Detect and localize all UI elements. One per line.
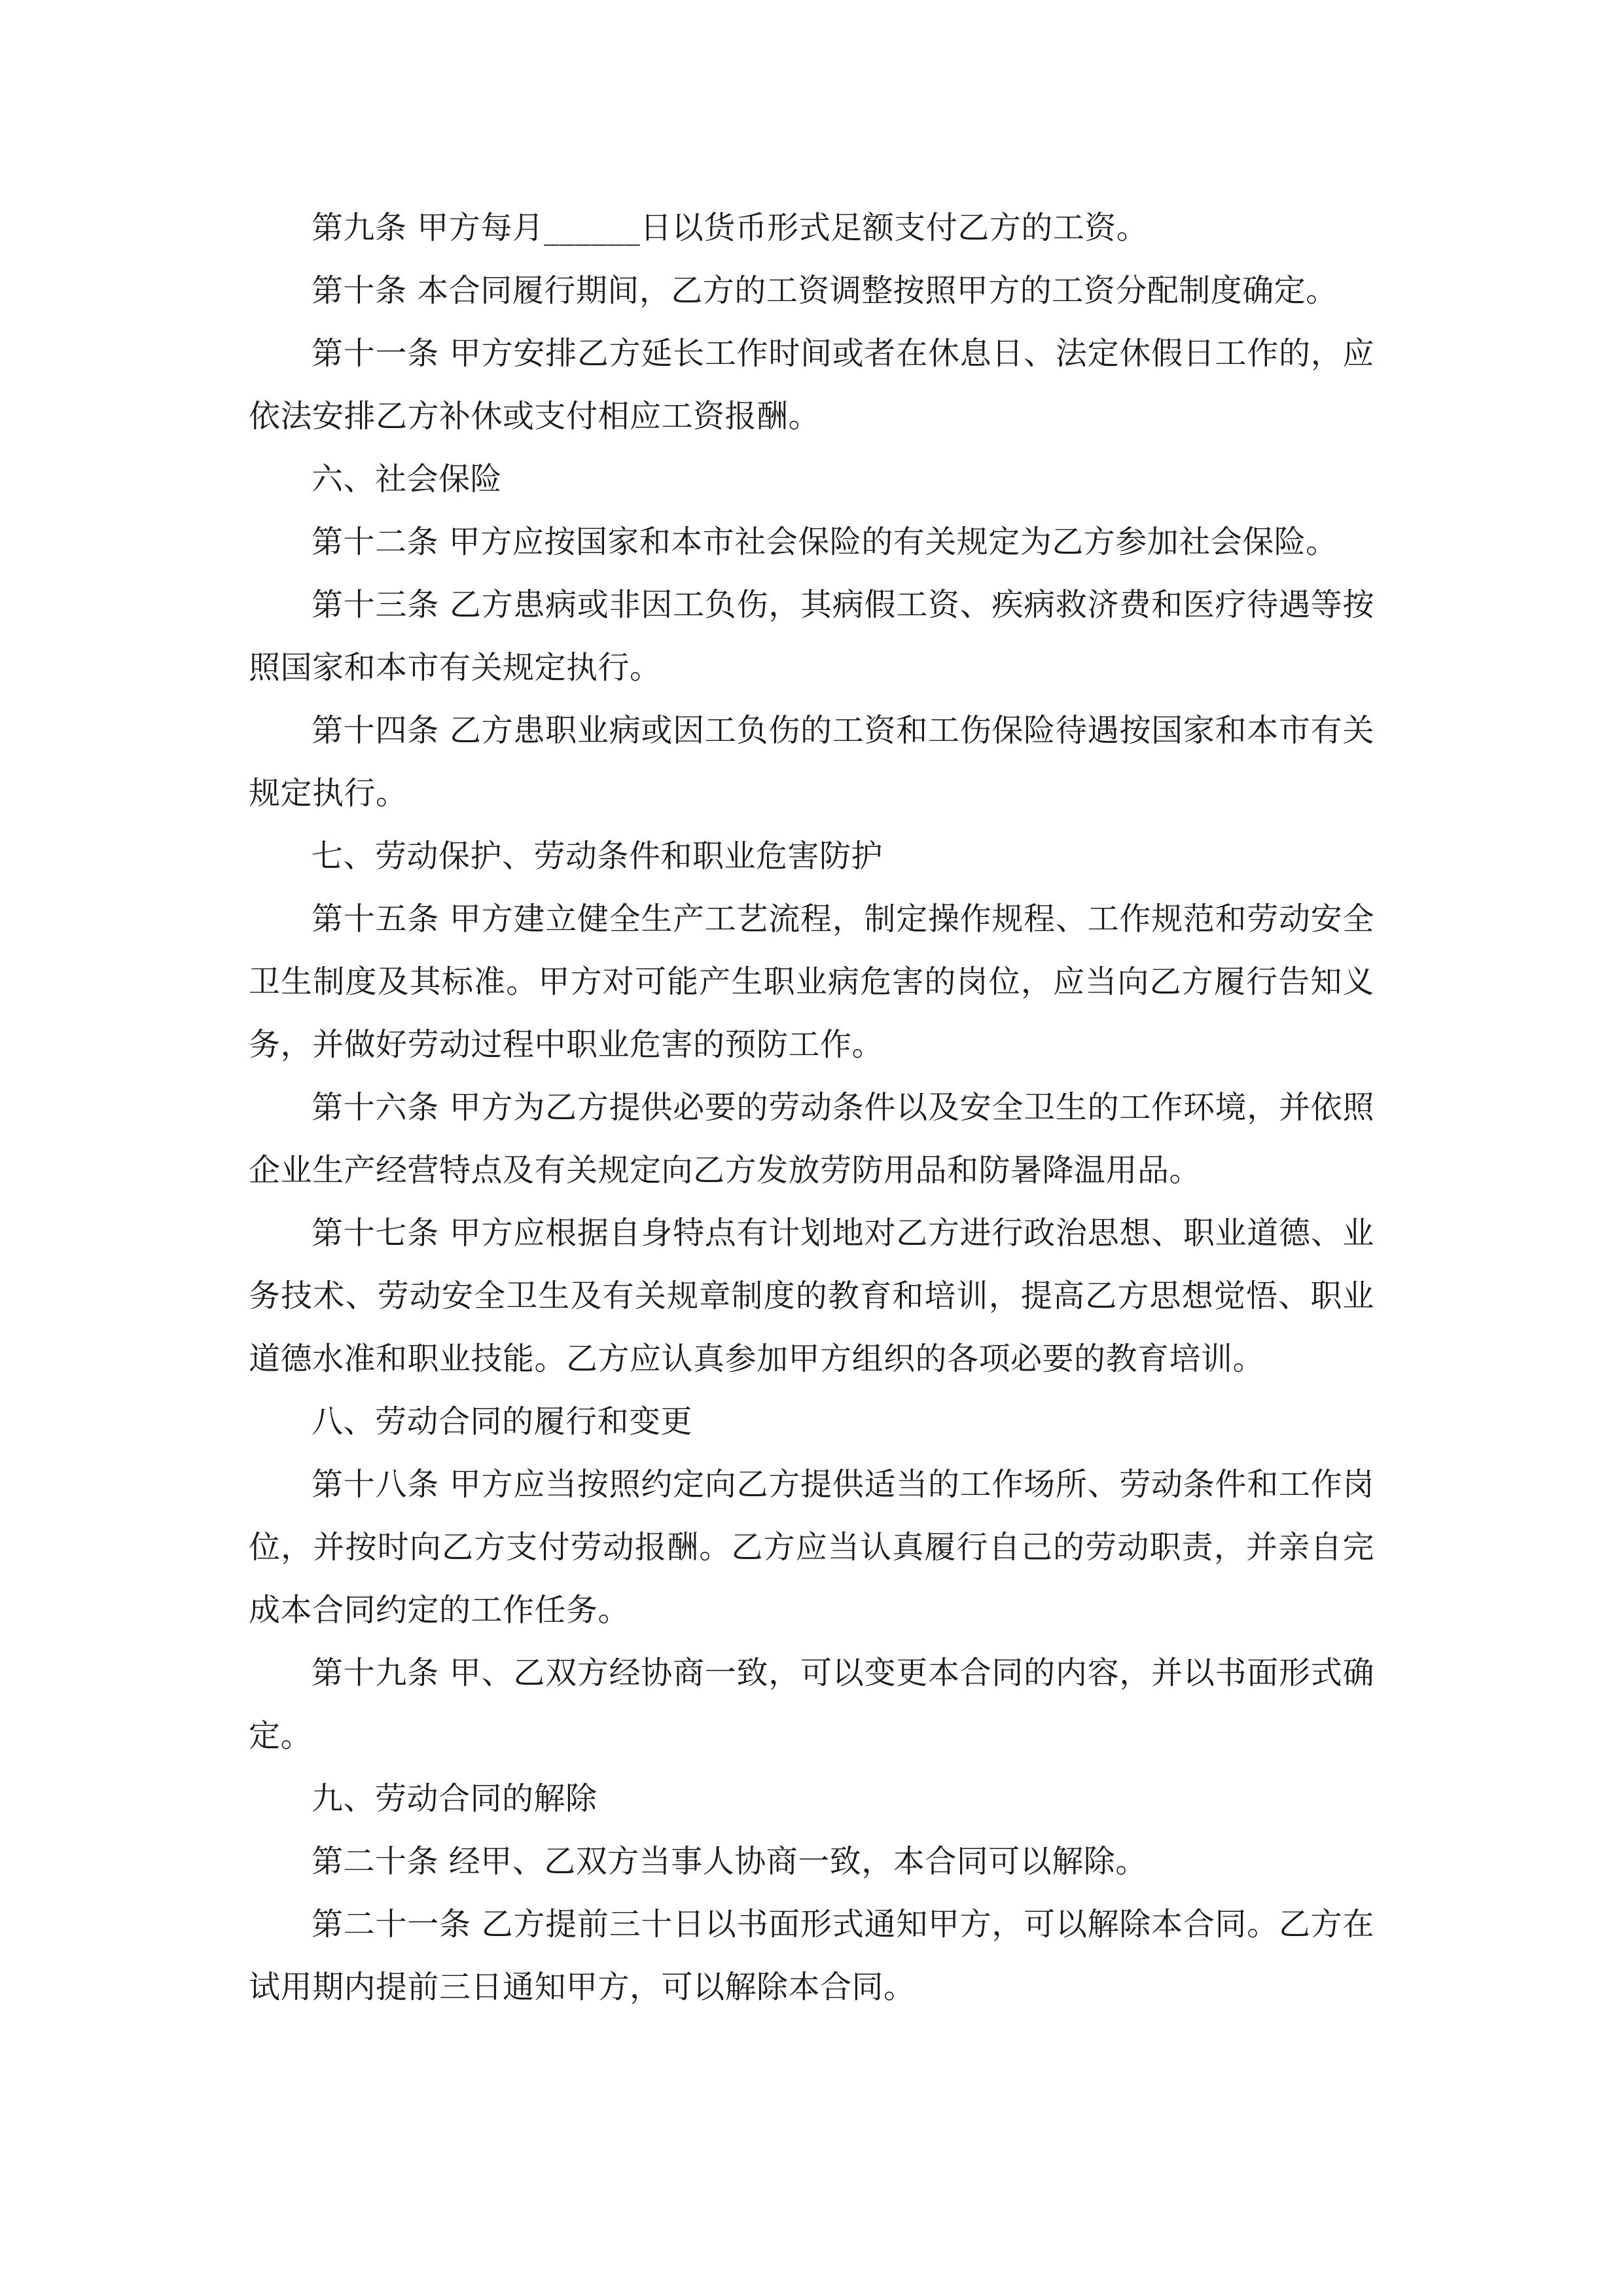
paragraph-article-11: 第十一条 甲方安排乙方延长工作时间或者在休息日、法定休假日工作的，应依法安排乙方补休或支付相应工资报酬。 bbox=[249, 335, 1374, 435]
paragraph-article-14: 第十四条 乙方患职业病或因工负伤的工资和工伤保险待遇按国家和本市有关规定执行。 bbox=[249, 712, 1374, 812]
paragraph-article-16: 第十六条 甲方为乙方提供必要的劳动条件以及安全卫生的工作环境，并依照企业生产经营特点及有关规定向乙方发放劳防用品和防暑降温用品。 bbox=[249, 1089, 1374, 1189]
section-heading-termination: 九、劳动合同的解除 bbox=[312, 1780, 597, 1817]
paragraph-article-21: 第二十一条 乙方提前三十日以书面形式通知甲方，可以解除本合同。乙方在试用期内提前三日通知甲方，可以解除本合同。 bbox=[249, 1906, 1374, 2005]
paragraph-article-18: 第十八条 甲方应当按照约定向乙方提供适当的工作场所、劳动条件和工作岗位，并按时向乙方支付劳动报酬。乙方应当认真履行自己的劳动职责，并亲自完成本合同约定的工作任务。 bbox=[249, 1466, 1374, 1628]
section-heading-performance-change: 八、劳动合同的履行和变更 bbox=[312, 1403, 693, 1440]
paragraph-article-20: 第二十条 经甲、乙双方当事人协商一致，本合同可以解除。 bbox=[312, 1843, 1147, 1880]
paragraph-article-15: 第十五条 甲方建立健全生产工艺流程，制定操作规程、工作规范和劳动安全卫生制度及其标准。甲方对可能产生职业病危害的岗位，应当向乙方履行告知义务，并做好劳动过程中职业危害的预防工作。 bbox=[249, 901, 1374, 1063]
section-heading-social-insurance: 六、社会保险 bbox=[312, 461, 503, 497]
paragraph-article-13: 第十三条 乙方患病或非因工负伤，其病假工资、疾病救济费和医疗待遇等按照国家和本市有关规定执行。 bbox=[249, 586, 1374, 686]
paragraph-article-17: 第十七条 甲方应根据自身特点有计划地对乙方进行政治思想、职业道德、业务技术、劳动安全卫生及有关规章制度的教育和培训，提高乙方思想觉悟、职业道德水准和职业技能。乙方应认真参加甲方组织的各项必要的教育培训。 bbox=[249, 1215, 1374, 1377]
document-body bbox=[249, 196, 1374, 2018]
paragraph-article-19: 第十九条 甲、乙双方经协商一致，可以变更本合同的内容，并以书面形式确定。 bbox=[249, 1655, 1374, 1754]
paragraph-article-9: 第九条 甲方每月______日以货币形式足额支付乙方的工资。 bbox=[312, 209, 1149, 246]
paragraph-article-12: 第十二条 甲方应按国家和本市社会保险的有关规定为乙方参加社会保险。 bbox=[312, 524, 1338, 560]
paragraph-article-10: 第十条 本合同履行期间，乙方的工资调整按照甲方的工资分配制度确定。 bbox=[312, 272, 1338, 309]
section-heading-labor-protection: 七、劳动保护、劳动条件和职业危害防护 bbox=[312, 838, 883, 874]
